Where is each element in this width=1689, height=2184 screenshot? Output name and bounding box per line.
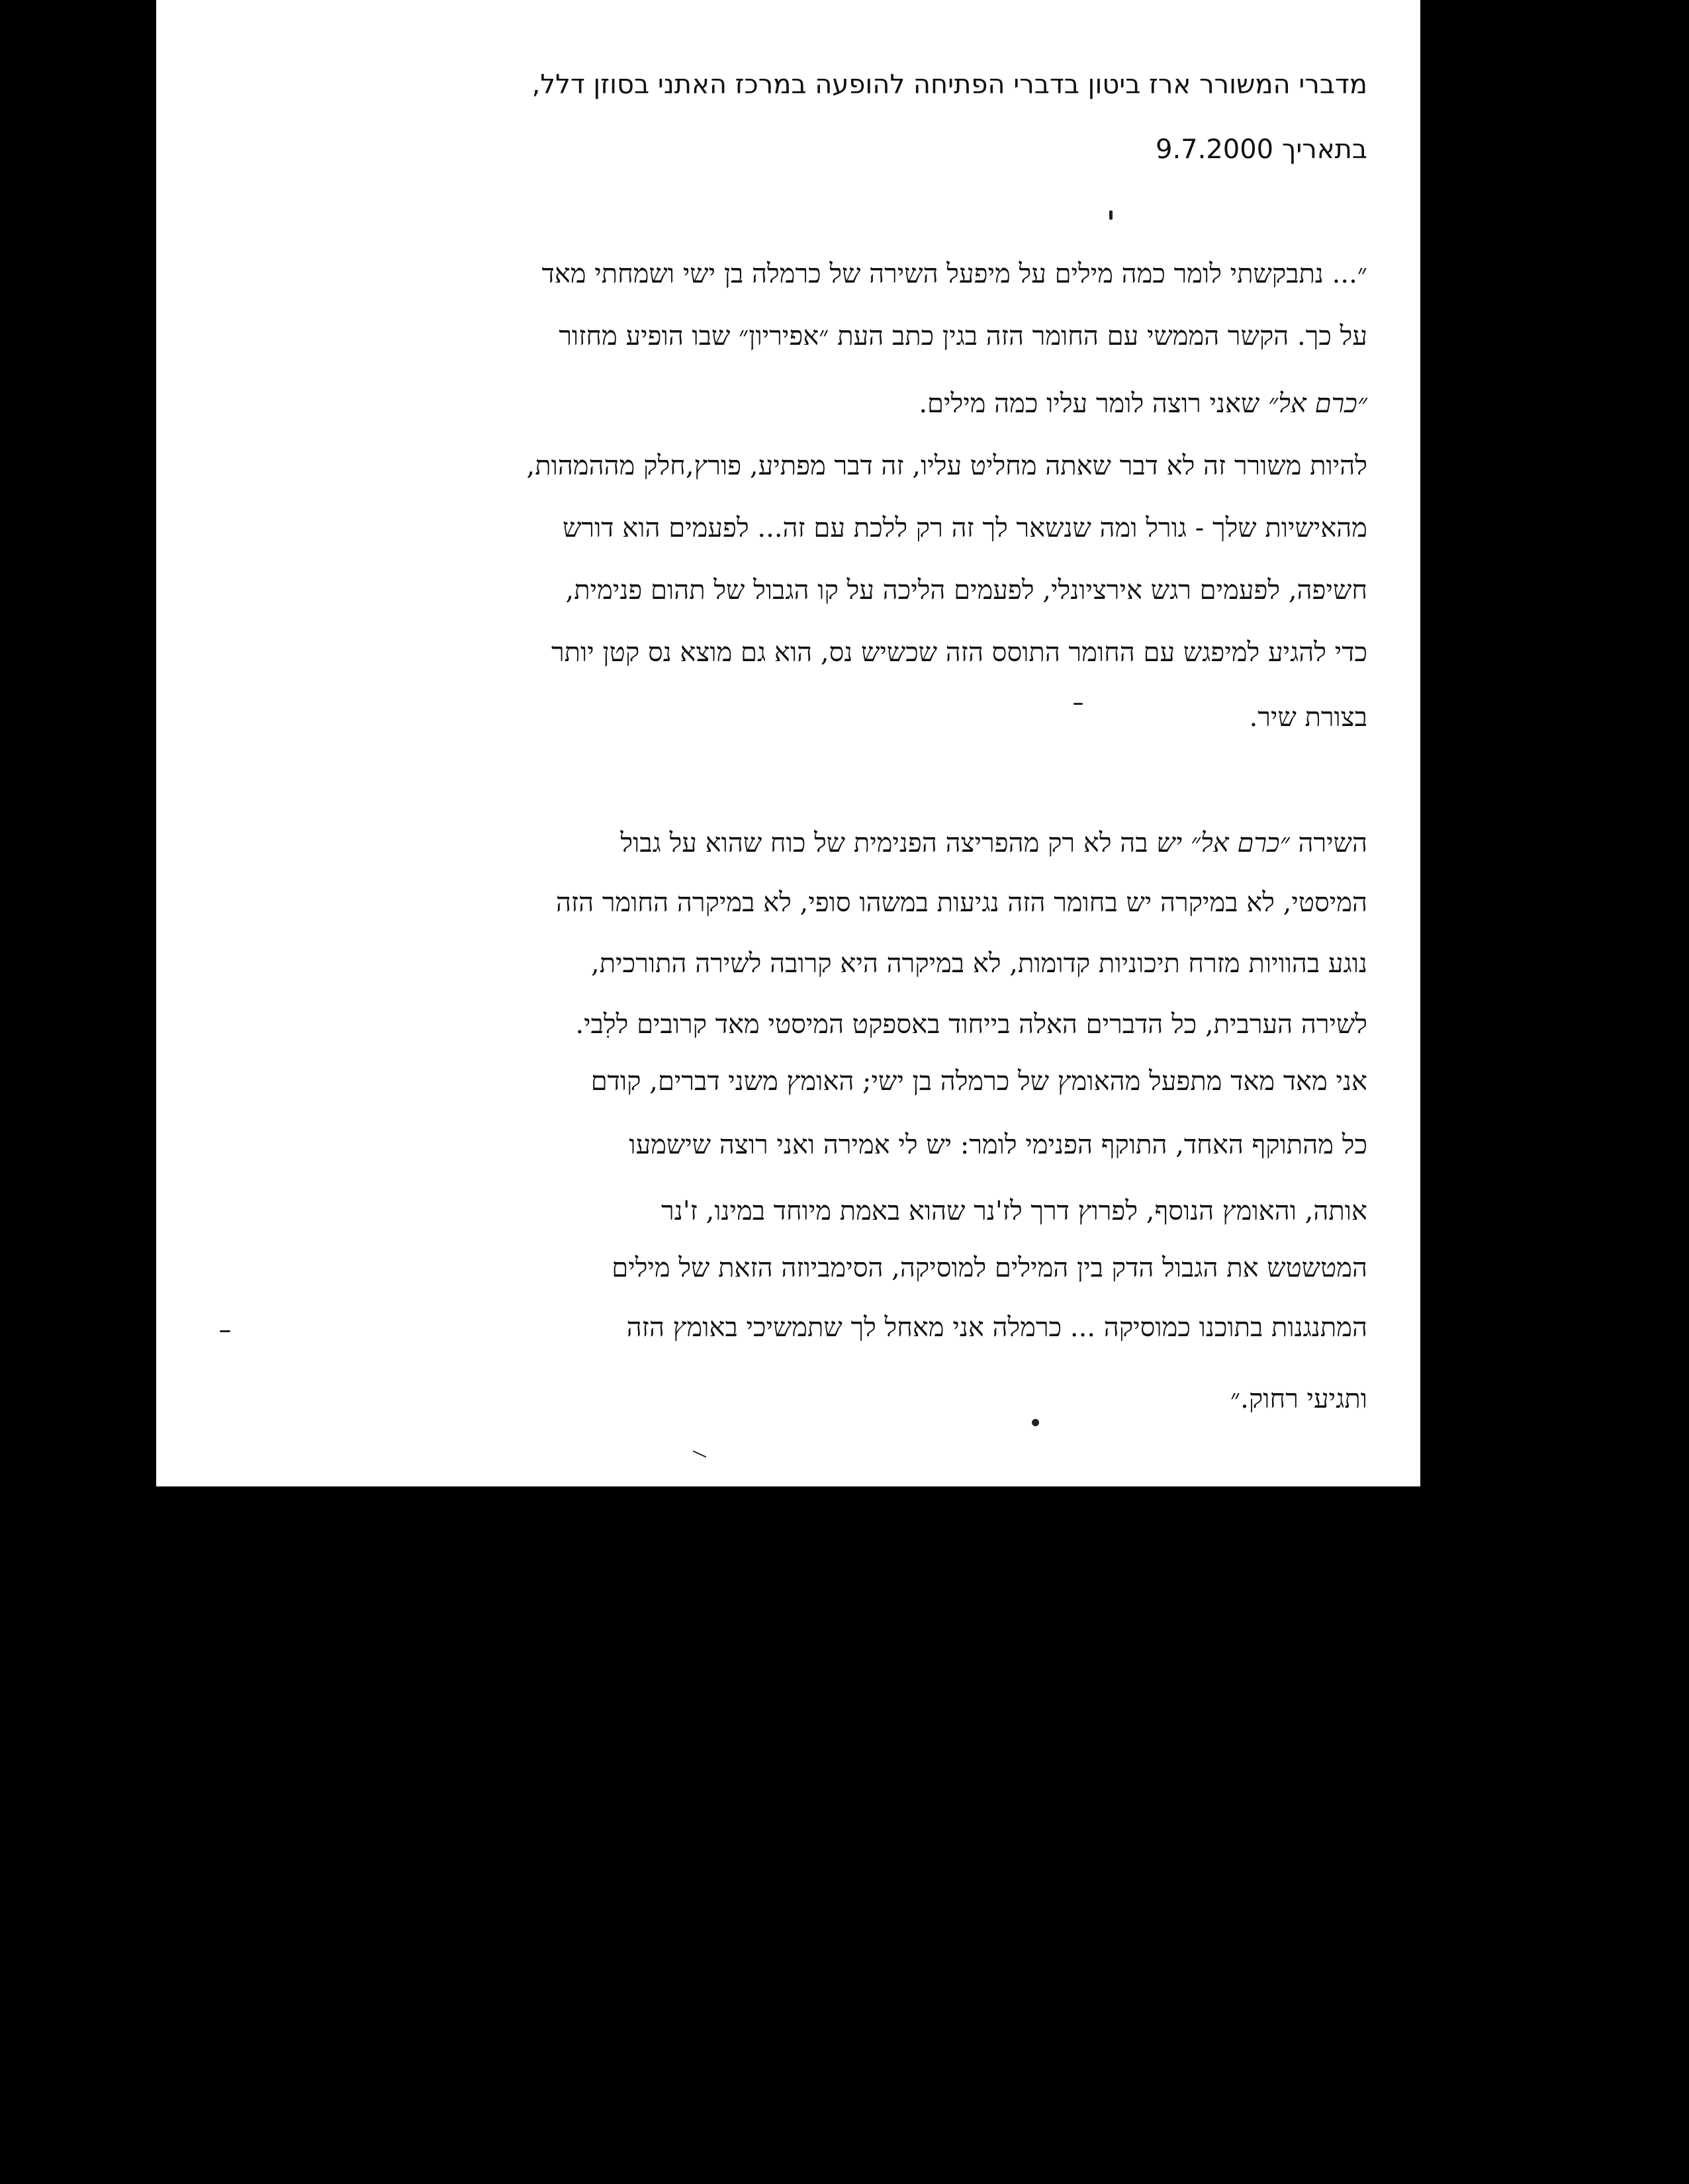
paragraph-3-line-1-start: השירה [1289,828,1367,858]
paragraph-2-line-5: בצורת שיר. [1249,702,1367,733]
paragraph-3-line-1-rest: בה לא רק מהפריצה הפנימית של כוח שהוא על גבול [620,828,1157,858]
scan-speck [220,1330,230,1332]
paragraph-3-line-2: המיסטי, לא במיקרה יש בחומר הזה נגיעות במשהו סופי, לא במיקרה החומר הזה [555,887,1367,918]
header-line-1: מדברי המשורר ארז ביטון בדברי הפתיחה להופעה במרכז האתני בסוזן דלל, [531,69,1367,100]
header-line-2: בתאריך 9.7.2000 [1156,134,1367,165]
paragraph-3-line-4: לשירה הערבית, כל הדברים האלה בייחוד באספקט המיסטי מאד קרובים ללִבי. [575,1009,1367,1040]
paragraph-2-line-2: מהאישיות שלך - גורל ומה שנשאר לך זה רק ללכת עם זה... לפעמים הוא דורש [563,513,1367,543]
paragraph-2-line-1: להיות משורר זה לא דבר שאתה מחליט עליו, זה דבר מפתיע, פורץ,חלק מההמהות, [526,451,1367,481]
paragraph-2-line-4: כדי להגיע למיפגש עם החומר התוסס הזה שכשיש נס, הוא גם מוצא נס קטן יותר [551,637,1367,668]
scan-speck [693,1450,707,1457]
paragraph-3-line-5: אני מאד מאד מתפעל מהאומץ של כרמלה בן ישי; האומץ משני דברים, קודם [590,1066,1367,1097]
paragraph-2-line-3: חשיפה, לפעמים רגש אירציונלי, לפעמים הליכה על קו הגבול של תהום פנימית, [565,575,1367,606]
paragraph-3-line-8: המטשטש את הגבול הדק בין המילים למוסיקה, הסימביוזה הזאת של מילים [612,1253,1367,1283]
paragraph-3-line-1 [620,827,1367,859]
paragraph-3-line-10: ותגיעי רחוק.״ [1230,1384,1367,1414]
paragraph-3-line-7: אותה, והאומץ הנוסף, לפרוץ דרך לז'נר שהוא באמת מיוחד במינו, ז'נר [661,1196,1367,1226]
scan-speck [1032,1419,1039,1426]
paragraph-3-line-6: כל מהתוקף האחד, התוקף הפנימי לומר: יש לי אמירה ואני רוצה שישמעו [629,1130,1367,1160]
paragraph-1-line-1: ״... נתבקשתי לומר כמה מילים על מיפעל השירה של כרמלה בן ישי ושמחתי מאד [541,259,1367,289]
scanned-page [156,0,1420,1486]
paragraph-3-line-9: המתנגנות בתוכנו כמוסיקה ... כרמלה אני מאחל לך שתמשיכי באומץ הזה [626,1312,1367,1343]
paragraph-1-line-3 [919,388,1367,420]
cycle-title-italic-2: ״כרם אל״ יש [1156,828,1290,858]
scan-speck [1109,210,1113,220]
scan-speck [1073,703,1083,705]
cycle-title-italic: ״כרם אל״ [1268,388,1367,419]
paragraph-1-line-2: על כך. הקשר הממשי עם החומר הזה בגין כתב העת ״אפיריון״ שבו הופיע מחזור [559,321,1367,351]
paragraph-3-line-3: נוגע בהוויות מזרח תיכוניות קדומות, לא במיקרה היא קרובה לשירה התורכית, [591,948,1367,979]
paragraph-1-line-3-rest: שאני רוצה לומר עליו כמה מילים. [919,388,1269,419]
